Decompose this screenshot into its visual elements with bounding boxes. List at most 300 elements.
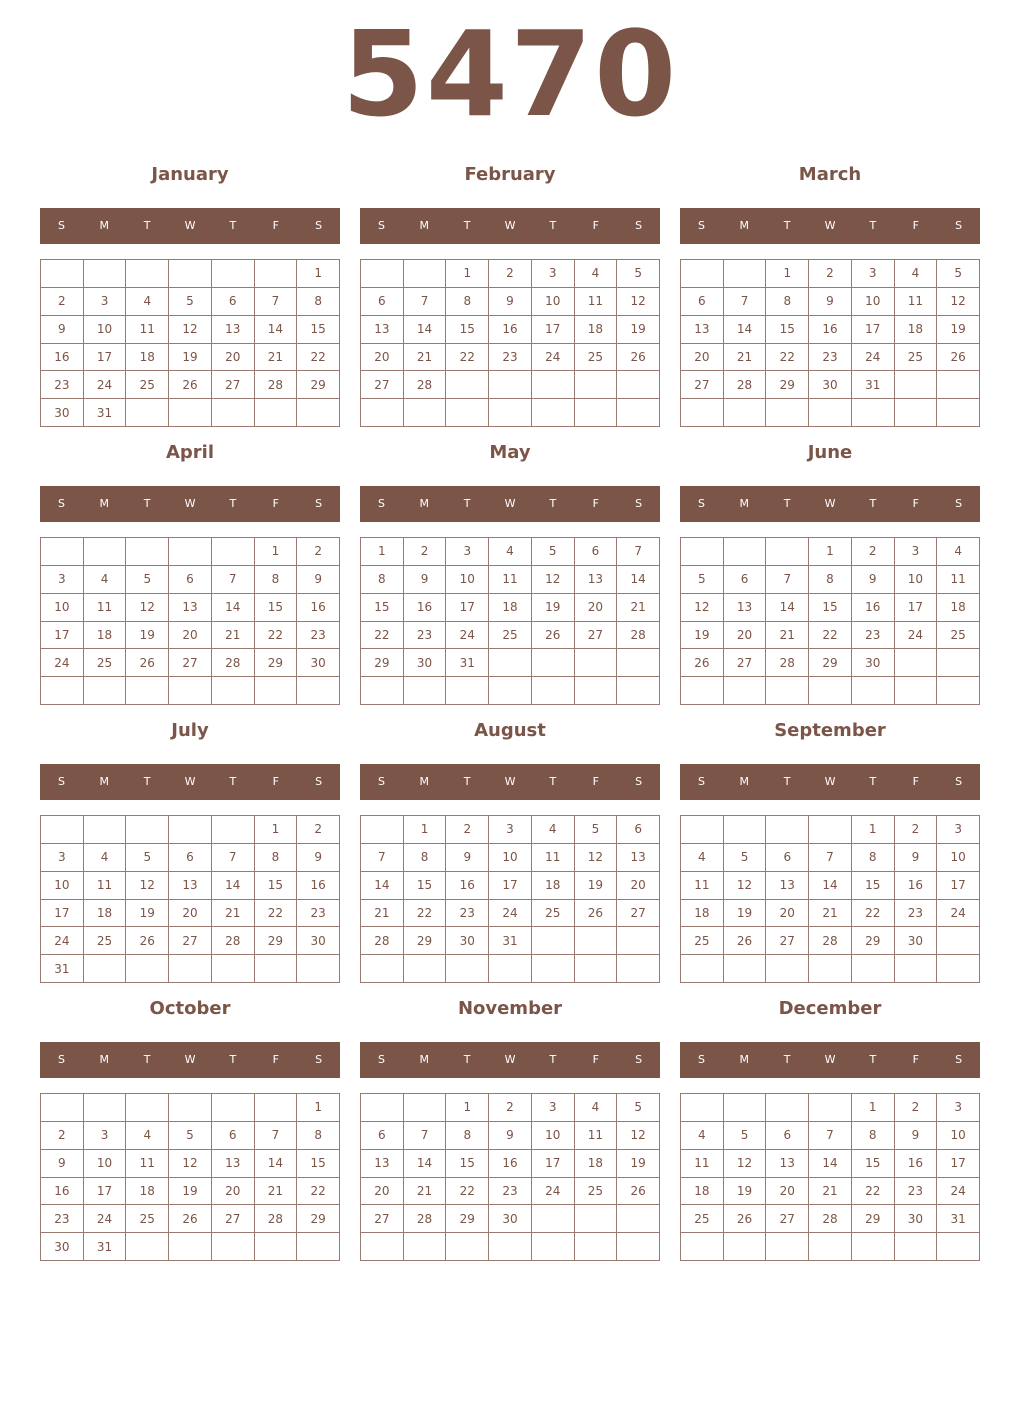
day-cell: 7 (617, 538, 660, 566)
weekday-label: W (184, 219, 196, 232)
day-cell: 20 (724, 622, 767, 650)
day-cell: 23 (489, 1178, 532, 1206)
day-cell: 30 (852, 649, 895, 677)
weekday-label: F (592, 1053, 599, 1066)
day-cell: 5 (617, 260, 660, 288)
empty-cell (126, 1233, 169, 1261)
empty-cell (446, 1233, 489, 1261)
day-cell: 16 (404, 594, 447, 622)
day-cell: 11 (681, 872, 724, 900)
weekday-header (680, 208, 980, 244)
empty-cell (169, 538, 212, 566)
day-cell: 23 (297, 900, 340, 928)
weekday-header (680, 764, 980, 800)
day-cell: 24 (852, 344, 895, 372)
day-grid (40, 259, 340, 427)
day-cell: 20 (766, 1178, 809, 1206)
weekday-label: T (229, 775, 237, 788)
day-cell: 29 (255, 649, 298, 677)
weekday-label: T (143, 219, 151, 232)
empty-cell (852, 955, 895, 983)
day-cell: 5 (169, 288, 212, 316)
empty-cell (212, 399, 255, 427)
day-cell: 2 (809, 260, 852, 288)
day-cell: 11 (575, 1122, 618, 1150)
empty-cell (617, 1233, 660, 1261)
day-cell: 17 (852, 316, 895, 344)
day-cell: 18 (681, 900, 724, 928)
weekday-label: W (504, 219, 516, 232)
empty-cell (532, 955, 575, 983)
day-cell: 15 (255, 594, 298, 622)
empty-cell (617, 649, 660, 677)
weekday-label: M (739, 219, 750, 232)
weekday-header (360, 208, 660, 244)
empty-cell (895, 649, 938, 677)
empty-cell (681, 816, 724, 844)
empty-cell (895, 1233, 938, 1261)
day-cell: 14 (809, 1150, 852, 1178)
day-cell: 30 (404, 649, 447, 677)
day-cell: 25 (895, 344, 938, 372)
day-cell: 25 (937, 622, 980, 650)
weekday-header (40, 764, 340, 800)
empty-cell (617, 955, 660, 983)
day-cell: 14 (404, 1150, 447, 1178)
day-cell: 16 (895, 1150, 938, 1178)
day-cell: 21 (212, 622, 255, 650)
empty-cell (212, 1233, 255, 1261)
day-cell: 12 (724, 872, 767, 900)
day-cell: 28 (404, 1205, 447, 1233)
day-cell: 14 (766, 594, 809, 622)
day-cell: 31 (489, 927, 532, 955)
empty-cell (575, 1205, 618, 1233)
weekday-label: W (824, 497, 836, 510)
day-cell: 19 (937, 316, 980, 344)
empty-cell (169, 677, 212, 705)
day-grid (40, 815, 340, 983)
day-cell: 9 (809, 288, 852, 316)
weekday-label: S (955, 1053, 963, 1066)
empty-cell (489, 649, 532, 677)
day-cell: 2 (895, 1094, 938, 1122)
day-cell: 17 (937, 1150, 980, 1178)
empty-cell (617, 927, 660, 955)
day-cell: 31 (84, 399, 127, 427)
day-cell: 26 (937, 344, 980, 372)
empty-cell (212, 260, 255, 288)
day-cell: 15 (446, 1150, 489, 1178)
weekday-label: S (955, 219, 963, 232)
day-grid (360, 815, 660, 983)
day-cell: 1 (446, 260, 489, 288)
weekday-label: T (869, 219, 877, 232)
weekday-label: F (272, 497, 279, 510)
weekday-label: T (229, 219, 237, 232)
empty-cell (84, 677, 127, 705)
empty-cell (575, 371, 618, 399)
day-cell: 18 (126, 344, 169, 372)
day-cell: 25 (681, 1205, 724, 1233)
empty-cell (126, 538, 169, 566)
empty-cell (212, 677, 255, 705)
day-cell: 24 (41, 927, 84, 955)
day-cell: 6 (361, 288, 404, 316)
empty-cell (41, 1094, 84, 1122)
day-cell: 4 (895, 260, 938, 288)
day-cell: 7 (724, 288, 767, 316)
day-cell: 14 (809, 872, 852, 900)
day-cell: 28 (404, 371, 447, 399)
day-cell: 28 (255, 371, 298, 399)
weekday-label: S (315, 775, 323, 788)
empty-cell (724, 955, 767, 983)
day-cell: 2 (41, 1122, 84, 1150)
day-cell: 23 (446, 900, 489, 928)
day-cell: 21 (361, 900, 404, 928)
day-cell: 5 (169, 1122, 212, 1150)
empty-cell (126, 955, 169, 983)
day-cell: 24 (489, 900, 532, 928)
day-cell: 9 (297, 844, 340, 872)
day-cell: 29 (361, 649, 404, 677)
day-cell: 9 (446, 844, 489, 872)
weekday-label: M (419, 775, 430, 788)
day-cell: 26 (126, 649, 169, 677)
empty-cell (937, 649, 980, 677)
day-cell: 21 (766, 622, 809, 650)
weekday-label: S (377, 219, 385, 232)
empty-cell (575, 399, 618, 427)
day-cell: 2 (489, 260, 532, 288)
day-cell: 1 (255, 538, 298, 566)
weekday-label: T (463, 1053, 471, 1066)
day-cell: 11 (532, 844, 575, 872)
weekday-label: S (315, 219, 323, 232)
weekday-label: S (635, 219, 643, 232)
empty-cell (575, 649, 618, 677)
empty-cell (681, 955, 724, 983)
weekday-label: F (272, 1053, 279, 1066)
empty-cell (489, 677, 532, 705)
empty-cell (724, 816, 767, 844)
day-grid (360, 537, 660, 705)
day-cell: 1 (852, 816, 895, 844)
day-cell: 12 (126, 594, 169, 622)
day-cell: 23 (895, 1178, 938, 1206)
day-cell: 20 (766, 900, 809, 928)
day-cell: 23 (852, 622, 895, 650)
day-cell: 16 (895, 872, 938, 900)
weekday-label: S (697, 497, 705, 510)
day-cell: 24 (84, 371, 127, 399)
day-cell: 13 (361, 1150, 404, 1178)
weekday-label: S (57, 219, 65, 232)
day-cell: 2 (895, 816, 938, 844)
day-cell: 23 (41, 1205, 84, 1233)
day-cell: 28 (766, 649, 809, 677)
day-cell: 30 (297, 927, 340, 955)
day-cell: 11 (84, 872, 127, 900)
day-cell: 7 (766, 566, 809, 594)
empty-cell (361, 1094, 404, 1122)
day-cell: 31 (446, 649, 489, 677)
day-cell: 23 (41, 371, 84, 399)
day-cell: 5 (532, 538, 575, 566)
day-cell: 29 (766, 371, 809, 399)
day-grid (40, 537, 340, 705)
day-cell: 4 (681, 844, 724, 872)
day-cell: 27 (575, 622, 618, 650)
empty-cell (766, 1094, 809, 1122)
day-cell: 23 (404, 622, 447, 650)
weekday-label: T (463, 219, 471, 232)
day-cell: 13 (681, 316, 724, 344)
empty-cell (489, 1233, 532, 1261)
empty-cell (126, 260, 169, 288)
day-cell: 9 (489, 1122, 532, 1150)
weekday-label: T (143, 1053, 151, 1066)
weekday-label: T (143, 497, 151, 510)
day-cell: 10 (41, 594, 84, 622)
empty-cell (404, 955, 447, 983)
empty-cell (617, 399, 660, 427)
empty-cell (724, 677, 767, 705)
weekday-label: F (592, 497, 599, 510)
day-cell: 25 (84, 649, 127, 677)
day-cell: 30 (895, 927, 938, 955)
empty-cell (681, 677, 724, 705)
day-cell: 22 (809, 622, 852, 650)
day-cell: 6 (766, 1122, 809, 1150)
day-cell: 25 (489, 622, 532, 650)
empty-cell (809, 816, 852, 844)
weekday-header (360, 764, 660, 800)
day-cell: 30 (446, 927, 489, 955)
day-cell: 20 (617, 872, 660, 900)
day-cell: 25 (575, 344, 618, 372)
day-cell: 4 (681, 1122, 724, 1150)
empty-cell (446, 955, 489, 983)
month-title: July (171, 720, 209, 741)
day-cell: 22 (297, 1178, 340, 1206)
empty-cell (766, 538, 809, 566)
day-cell: 1 (297, 260, 340, 288)
day-cell: 6 (212, 288, 255, 316)
day-cell: 5 (126, 844, 169, 872)
day-cell: 12 (617, 288, 660, 316)
day-cell: 18 (575, 316, 618, 344)
empty-cell (766, 1233, 809, 1261)
day-cell: 7 (809, 844, 852, 872)
day-cell: 10 (532, 1122, 575, 1150)
empty-cell (489, 399, 532, 427)
weekday-label: S (377, 775, 385, 788)
day-cell: 31 (937, 1205, 980, 1233)
day-cell: 12 (681, 594, 724, 622)
empty-cell (297, 1233, 340, 1261)
day-cell: 9 (895, 1122, 938, 1150)
day-cell: 11 (937, 566, 980, 594)
day-cell: 8 (255, 844, 298, 872)
day-cell: 27 (169, 927, 212, 955)
day-cell: 21 (809, 900, 852, 928)
empty-cell (809, 1094, 852, 1122)
day-cell: 13 (212, 1150, 255, 1178)
weekday-label: W (184, 1053, 196, 1066)
day-cell: 2 (446, 816, 489, 844)
empty-cell (681, 260, 724, 288)
day-cell: 26 (532, 622, 575, 650)
weekday-label: T (549, 497, 557, 510)
day-cell: 5 (126, 566, 169, 594)
day-cell: 26 (617, 1178, 660, 1206)
weekday-label: T (229, 497, 237, 510)
weekday-label: S (377, 497, 385, 510)
day-cell: 19 (724, 900, 767, 928)
day-cell: 3 (84, 1122, 127, 1150)
day-cell: 6 (766, 844, 809, 872)
month-title: August (474, 720, 546, 741)
day-cell: 17 (895, 594, 938, 622)
day-cell: 1 (446, 1094, 489, 1122)
day-cell: 7 (361, 844, 404, 872)
day-cell: 21 (212, 900, 255, 928)
day-cell: 27 (766, 927, 809, 955)
day-cell: 10 (489, 844, 532, 872)
day-grid (680, 537, 980, 705)
month-title: November (457, 998, 563, 1019)
weekday-label: F (272, 775, 279, 788)
day-cell: 12 (532, 566, 575, 594)
empty-cell (169, 1094, 212, 1122)
day-cell: 15 (297, 316, 340, 344)
day-cell: 19 (681, 622, 724, 650)
weekday-label: T (549, 1053, 557, 1066)
empty-cell (724, 1233, 767, 1261)
day-cell: 4 (532, 816, 575, 844)
weekday-header (360, 486, 660, 522)
day-cell: 29 (446, 1205, 489, 1233)
day-cell: 26 (617, 344, 660, 372)
weekday-label: W (504, 1053, 516, 1066)
day-grid (360, 1093, 660, 1261)
weekday-label: T (783, 497, 791, 510)
empty-cell (169, 816, 212, 844)
day-cell: 4 (575, 260, 618, 288)
month-title: September (774, 720, 886, 741)
weekday-label: T (869, 1053, 877, 1066)
day-cell: 20 (169, 622, 212, 650)
day-cell: 7 (809, 1122, 852, 1150)
weekday-label: M (419, 497, 430, 510)
empty-cell (852, 677, 895, 705)
day-cell: 17 (937, 872, 980, 900)
empty-cell (404, 399, 447, 427)
day-cell: 16 (809, 316, 852, 344)
day-cell: 26 (575, 900, 618, 928)
day-cell: 26 (169, 371, 212, 399)
empty-cell (84, 1094, 127, 1122)
day-cell: 7 (255, 288, 298, 316)
weekday-label: M (99, 219, 110, 232)
day-cell: 25 (126, 371, 169, 399)
day-cell: 8 (361, 566, 404, 594)
day-cell: 3 (41, 844, 84, 872)
empty-cell (809, 1233, 852, 1261)
weekday-label: T (549, 219, 557, 232)
day-cell: 4 (937, 538, 980, 566)
empty-cell (126, 1094, 169, 1122)
empty-cell (41, 260, 84, 288)
empty-cell (361, 1233, 404, 1261)
empty-cell (126, 816, 169, 844)
empty-cell (681, 1094, 724, 1122)
weekday-header (680, 486, 980, 522)
empty-cell (809, 955, 852, 983)
day-cell: 6 (724, 566, 767, 594)
day-cell: 12 (169, 1150, 212, 1178)
day-cell: 17 (41, 900, 84, 928)
day-cell: 17 (84, 344, 127, 372)
day-cell: 29 (255, 927, 298, 955)
day-cell: 11 (84, 594, 127, 622)
day-cell: 6 (575, 538, 618, 566)
day-cell: 1 (297, 1094, 340, 1122)
weekday-label: M (419, 1053, 430, 1066)
day-cell: 14 (212, 594, 255, 622)
weekday-label: M (99, 775, 110, 788)
day-cell: 11 (126, 1150, 169, 1178)
day-grid (360, 259, 660, 427)
day-cell: 18 (84, 622, 127, 650)
day-cell: 10 (84, 316, 127, 344)
day-cell: 12 (724, 1150, 767, 1178)
day-cell: 7 (255, 1122, 298, 1150)
empty-cell (84, 816, 127, 844)
day-cell: 10 (446, 566, 489, 594)
day-cell: 22 (446, 1178, 489, 1206)
day-cell: 28 (212, 649, 255, 677)
day-cell: 3 (937, 1094, 980, 1122)
day-cell: 6 (361, 1122, 404, 1150)
day-cell: 1 (361, 538, 404, 566)
empty-cell (575, 955, 618, 983)
day-cell: 16 (297, 872, 340, 900)
day-cell: 24 (532, 1178, 575, 1206)
empty-cell (724, 538, 767, 566)
day-cell: 15 (766, 316, 809, 344)
day-cell: 16 (41, 1178, 84, 1206)
day-cell: 13 (575, 566, 618, 594)
day-cell: 29 (852, 927, 895, 955)
day-cell: 8 (852, 1122, 895, 1150)
empty-cell (404, 677, 447, 705)
day-cell: 11 (575, 288, 618, 316)
day-cell: 21 (255, 344, 298, 372)
empty-cell (255, 1094, 298, 1122)
weekday-label: W (824, 1053, 836, 1066)
day-cell: 19 (532, 594, 575, 622)
empty-cell (361, 955, 404, 983)
day-cell: 15 (255, 872, 298, 900)
day-cell: 4 (84, 844, 127, 872)
day-cell: 3 (895, 538, 938, 566)
day-cell: 12 (617, 1122, 660, 1150)
day-cell: 20 (681, 344, 724, 372)
day-cell: 19 (617, 316, 660, 344)
